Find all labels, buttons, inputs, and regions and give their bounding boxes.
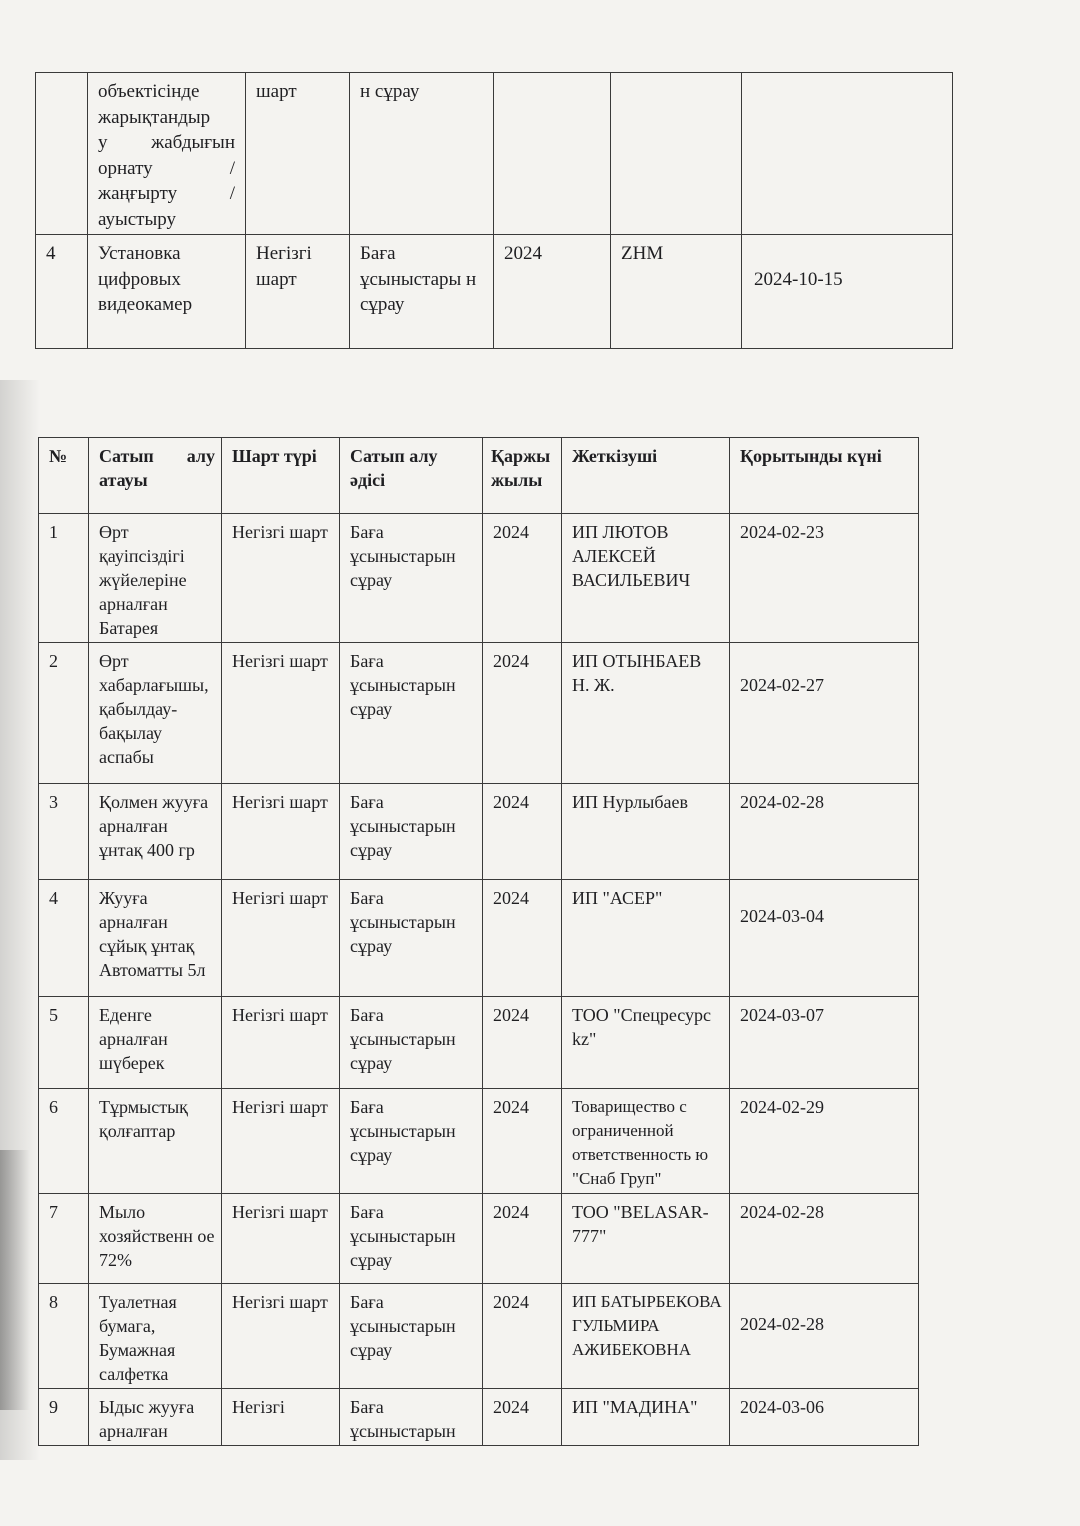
header-date: Қорытынды күні xyxy=(730,438,919,514)
cell-contract: Негізгі шарт xyxy=(222,514,340,643)
cell-contract: Негізгі шарт xyxy=(246,235,350,349)
cell-name-line: жаңғырту / xyxy=(98,183,235,204)
cell-name-line: орнату / xyxy=(98,157,235,179)
table-row xyxy=(39,1389,919,1446)
cell-supplier: ИП ЛЮТОВ АЛЕКСЕЙ ВАСИЛЬЕВИЧ xyxy=(562,514,730,643)
cell-contract: Негізгі шарт xyxy=(222,880,340,997)
cell-num: 9 xyxy=(39,1389,89,1446)
header-contract: Шарт түрі xyxy=(222,438,340,514)
cell-name-line: ауыстыру xyxy=(98,208,176,230)
table-row xyxy=(39,643,919,784)
cell-date xyxy=(742,73,953,235)
cell-contract: Негізгі шарт xyxy=(222,1284,340,1389)
cell-date: 2024-02-28 xyxy=(730,784,919,880)
cell-contract: Негізгі шарт xyxy=(222,784,340,880)
cell-name: Өрт қауіпсіздігі жүйелеріне арналған Батарея xyxy=(89,514,222,643)
cell-date: 2024-02-29 xyxy=(730,1089,919,1194)
cell-year: 2024 xyxy=(483,880,562,997)
procurement-table xyxy=(38,437,919,1446)
cell-name xyxy=(88,73,246,235)
cell-method: Баға ұсыныстарын сұрау xyxy=(340,1194,483,1284)
table-row xyxy=(39,1284,919,1389)
cell-year: 2024 xyxy=(483,784,562,880)
cell-num: 3 xyxy=(39,784,89,880)
cell-year: 2024 xyxy=(483,643,562,784)
table-row xyxy=(39,880,919,997)
table-row xyxy=(39,997,919,1089)
cell-date: 2024-02-28 xyxy=(730,1194,919,1284)
cell-year: 2024 xyxy=(483,1194,562,1284)
cell-num: 1 xyxy=(39,514,89,643)
cell-name: Тұрмыстық қолғаптар xyxy=(89,1089,222,1194)
header-supplier: Жеткізуші xyxy=(562,438,730,514)
cell-name-line: у жабдығын xyxy=(98,132,235,153)
cell-supplier: Товарищество с ограниченной ответственность ю "Снаб Груп" xyxy=(562,1089,730,1194)
table-row xyxy=(39,1089,919,1194)
cell-name: Еденге арналған шүберек xyxy=(89,997,222,1089)
table-row xyxy=(39,1194,919,1284)
table-row xyxy=(36,235,953,349)
procurement-table-continued xyxy=(35,72,953,349)
cell-date: 2024-02-23 xyxy=(730,514,919,643)
header-method: Сатып алу әдісі xyxy=(340,438,483,514)
cell-num xyxy=(36,73,88,235)
cell-name: Туалетная бумага, Бумажная салфетка xyxy=(89,1284,222,1389)
cell-num: 2 xyxy=(39,643,89,784)
cell-year: 2024 xyxy=(483,997,562,1089)
cell-method: Баға ұсыныстарын сұрау xyxy=(340,880,483,997)
cell-method: Баға ұсыныстары н сұрау xyxy=(350,235,494,349)
cell-year: 2024 xyxy=(483,1389,562,1446)
cell-year xyxy=(494,73,611,235)
cell-supplier: ИП "МАДИНА" xyxy=(562,1389,730,1446)
cell-date: 2024-10-15 xyxy=(742,235,953,349)
cell-num: 4 xyxy=(36,235,88,349)
cell-method: Баға ұсыныстарын сұрау xyxy=(340,514,483,643)
cell-method: Баға ұсыныстарын сұрау xyxy=(340,643,483,784)
cell-name-line: жарықтандыр xyxy=(98,106,211,128)
cell-method: Баға ұсыныстарын сұрау xyxy=(340,1284,483,1389)
cell-supplier: ИП "АСЕР" xyxy=(562,880,730,997)
cell-name: Өрт хабарлағышы, қабылдау-бақылау аспабы xyxy=(89,643,222,784)
scan-shadow-dark xyxy=(0,1150,30,1410)
cell-name: Жууға арналған сұйық ұнтақ Автоматты 5л xyxy=(89,880,222,997)
cell-year: 2024 xyxy=(494,235,611,349)
table-row xyxy=(39,514,919,643)
cell-supplier: ИП Нурлыбаев xyxy=(562,784,730,880)
cell-year: 2024 xyxy=(483,1284,562,1389)
cell-contract: Негізгі шарт xyxy=(222,643,340,784)
cell-contract: Негізгі xyxy=(222,1389,340,1446)
cell-num: 7 xyxy=(39,1194,89,1284)
cell-name: Мыло хозяйственн ое 72% xyxy=(89,1194,222,1284)
table-header-row xyxy=(39,438,919,514)
cell-contract: Негізгі шарт xyxy=(222,1194,340,1284)
cell-supplier: ТОО "BELASAR-777" xyxy=(562,1194,730,1284)
cell-method: Баға ұсыныстарын сұрау xyxy=(340,1089,483,1194)
cell-num: 4 xyxy=(39,880,89,997)
cell-contract: Негізгі шарт xyxy=(222,1089,340,1194)
cell-supplier xyxy=(611,73,742,235)
cell-name: Установка цифровых видеокамер xyxy=(88,235,246,349)
cell-date: 2024-03-04 xyxy=(730,880,919,997)
cell-supplier: ИП БАТЫРБЕКОВА ГУЛЬМИРА АЖИБЕКОВНА xyxy=(562,1284,730,1389)
header-name: Сатып алу атауы xyxy=(89,438,222,514)
header-num: № xyxy=(39,438,89,514)
cell-num: 5 xyxy=(39,997,89,1089)
cell-year: 2024 xyxy=(483,514,562,643)
cell-supplier: ZHM xyxy=(611,235,742,349)
cell-year: 2024 xyxy=(483,1089,562,1194)
cell-method: Баға ұсыныстарын сұрау xyxy=(340,784,483,880)
cell-num: 6 xyxy=(39,1089,89,1194)
cell-num: 8 xyxy=(39,1284,89,1389)
cell-name: Ыдыс жууға арналған xyxy=(89,1389,222,1446)
table-row xyxy=(39,784,919,880)
cell-date: 2024-02-28 xyxy=(730,1284,919,1389)
cell-contract: Негізгі шарт xyxy=(222,997,340,1089)
header-year: Қаржы жылы xyxy=(483,438,562,514)
cell-date: 2024-02-27 xyxy=(730,643,919,784)
cell-method: Баға ұсыныстарын сұрау xyxy=(340,997,483,1089)
table-row xyxy=(36,73,953,235)
cell-method: Баға ұсыныстарын xyxy=(340,1389,483,1446)
cell-date: 2024-03-06 xyxy=(730,1389,919,1446)
cell-supplier: ИП ОТЫНБАЕВ Н. Ж. xyxy=(562,643,730,784)
cell-name-line: объектісінде xyxy=(98,81,200,102)
cell-date: 2024-03-07 xyxy=(730,997,919,1089)
cell-supplier: ТОО "Спецресурс kz" xyxy=(562,997,730,1089)
cell-method: н сұрау xyxy=(350,73,494,235)
cell-name: Қолмен жууға арналған ұнтақ 400 гр xyxy=(89,784,222,880)
cell-contract: шарт xyxy=(246,73,350,235)
